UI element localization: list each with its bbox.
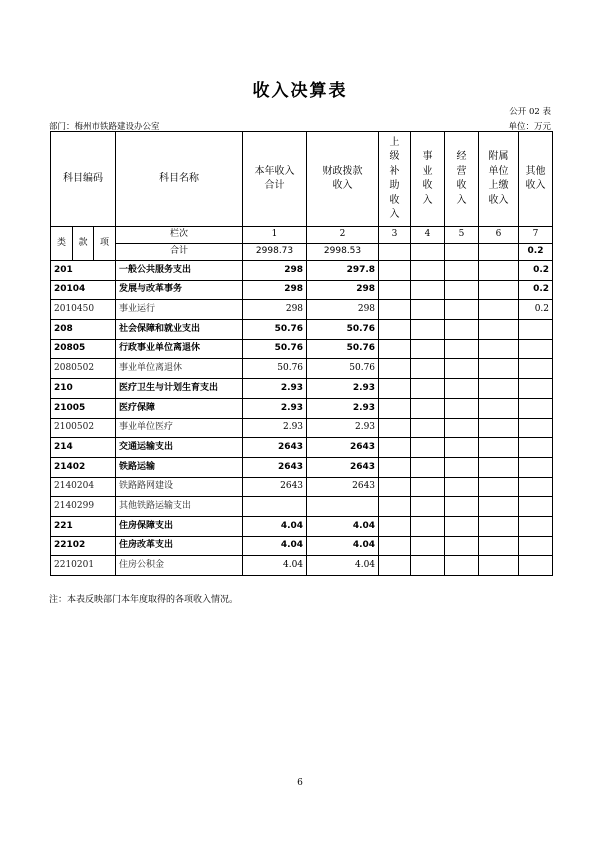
row-operating-income	[445, 320, 479, 340]
department-label: 部门：梅州市铁路建设办公室	[49, 122, 160, 132]
row-code: 2140299	[51, 497, 116, 517]
row-code: 221	[51, 516, 116, 536]
row-fiscal-income: 298	[307, 300, 379, 320]
row-fiscal-income: 2643	[307, 477, 379, 497]
total-c2: 2998.53	[307, 244, 379, 261]
table-row	[51, 280, 553, 300]
row-name: 社会保障和就业支出	[116, 320, 243, 340]
row-code: 2210201	[51, 556, 116, 576]
row-name: 住房公积金	[116, 556, 243, 576]
table-row	[51, 379, 553, 399]
table-row	[51, 418, 553, 438]
row-superior-subsidy	[379, 418, 411, 438]
row-total-income: 298	[243, 261, 307, 281]
row-total-income: 2643	[243, 477, 307, 497]
row-affiliated-income	[479, 477, 519, 497]
table-row	[51, 398, 553, 418]
row-affiliated-income	[479, 497, 519, 517]
row-affiliated-income	[479, 359, 519, 379]
table-row	[51, 300, 553, 320]
row-business-income	[411, 379, 445, 399]
table-row	[51, 339, 553, 359]
row-code: 210	[51, 379, 116, 399]
row-operating-income	[445, 536, 479, 556]
row-affiliated-income	[479, 438, 519, 458]
row-operating-income	[445, 339, 479, 359]
sub-xiang: 项	[94, 227, 116, 261]
report-title: 收入决算表	[252, 81, 348, 101]
row-superior-subsidy	[379, 280, 411, 300]
table-header-row	[51, 132, 553, 227]
total-c7: 0.2	[519, 244, 553, 261]
row-fiscal-income: 2.93	[307, 418, 379, 438]
row-name: 事业运行	[116, 300, 243, 320]
row-fiscal-income: 50.76	[307, 339, 379, 359]
header-business-income: 事业收入	[411, 132, 445, 227]
total-c4	[411, 244, 445, 261]
row-name: 其他铁路运输支出	[116, 497, 243, 517]
table-row	[51, 477, 553, 497]
row-other-income	[519, 398, 553, 418]
income-table	[50, 131, 553, 576]
row-code: 214	[51, 438, 116, 458]
row-affiliated-income	[479, 457, 519, 477]
row-business-income	[411, 280, 445, 300]
row-superior-subsidy	[379, 379, 411, 399]
row-other-income: 0.2	[519, 300, 553, 320]
row-affiliated-income	[479, 300, 519, 320]
col-num-6: 6	[479, 227, 519, 244]
row-total-income: 4.04	[243, 536, 307, 556]
row-other-income	[519, 516, 553, 536]
row-business-income	[411, 536, 445, 556]
row-other-income	[519, 320, 553, 340]
total-c6	[479, 244, 519, 261]
table-row	[51, 497, 553, 517]
row-business-income	[411, 556, 445, 576]
total-row	[51, 244, 553, 261]
row-total-income: 2.93	[243, 379, 307, 399]
header-fiscal-income: 财政拨款收入	[307, 132, 379, 227]
table-row	[51, 320, 553, 340]
row-name: 铁路路网建设	[116, 477, 243, 497]
row-name: 住房改革支出	[116, 536, 243, 556]
table-row	[51, 556, 553, 576]
total-c5	[445, 244, 479, 261]
row-affiliated-income	[479, 339, 519, 359]
row-operating-income	[445, 556, 479, 576]
col-num-2: 2	[307, 227, 379, 244]
row-other-income	[519, 477, 553, 497]
row-name: 医疗保障	[116, 398, 243, 418]
row-other-income	[519, 379, 553, 399]
row-total-income	[243, 497, 307, 517]
row-code: 201	[51, 261, 116, 281]
row-operating-income	[445, 497, 479, 517]
total-c3	[379, 244, 411, 261]
row-total-income: 50.76	[243, 339, 307, 359]
row-affiliated-income	[479, 536, 519, 556]
row-superior-subsidy	[379, 398, 411, 418]
row-other-income	[519, 556, 553, 576]
row-operating-income	[445, 261, 479, 281]
header-code: 科目编码	[51, 132, 116, 227]
row-total-income: 298	[243, 300, 307, 320]
row-operating-income	[445, 516, 479, 536]
row-operating-income	[445, 477, 479, 497]
row-operating-income	[445, 379, 479, 399]
row-total-income: 50.76	[243, 359, 307, 379]
row-code: 22102	[51, 536, 116, 556]
row-superior-subsidy	[379, 516, 411, 536]
row-name: 发展与改革事务	[116, 280, 243, 300]
total-label: 合计	[116, 244, 243, 261]
row-business-income	[411, 261, 445, 281]
row-code: 20104	[51, 280, 116, 300]
row-business-income	[411, 477, 445, 497]
header-operating-income: 经营收入	[445, 132, 479, 227]
row-fiscal-income: 50.76	[307, 320, 379, 340]
row-superior-subsidy	[379, 536, 411, 556]
row-name: 铁路运输	[116, 457, 243, 477]
row-superior-subsidy	[379, 477, 411, 497]
header-name: 科目名称	[116, 132, 243, 227]
row-other-income	[519, 536, 553, 556]
row-code: 2140204	[51, 477, 116, 497]
row-name: 事业单位医疗	[116, 418, 243, 438]
row-business-income	[411, 320, 445, 340]
row-other-income: 0.2	[519, 261, 553, 281]
row-code: 2100502	[51, 418, 116, 438]
row-operating-income	[445, 457, 479, 477]
col-num-4: 4	[411, 227, 445, 244]
table-row	[51, 536, 553, 556]
total-c1: 2998.73	[243, 244, 307, 261]
row-total-income: 2643	[243, 438, 307, 458]
col-num-7: 7	[519, 227, 553, 244]
header-superior-subsidy: 上级补助收入	[379, 132, 411, 227]
row-other-income	[519, 457, 553, 477]
col-num-5: 5	[445, 227, 479, 244]
row-operating-income	[445, 438, 479, 458]
row-total-income: 2.93	[243, 418, 307, 438]
row-name: 交通运输支出	[116, 438, 243, 458]
row-total-income: 4.04	[243, 516, 307, 536]
row-superior-subsidy	[379, 438, 411, 458]
row-fiscal-income: 4.04	[307, 516, 379, 536]
row-affiliated-income	[479, 320, 519, 340]
row-other-income	[519, 339, 553, 359]
row-fiscal-income: 2643	[307, 438, 379, 458]
row-other-income: 0.2	[519, 280, 553, 300]
row-total-income: 4.04	[243, 556, 307, 576]
table-row	[51, 457, 553, 477]
row-superior-subsidy	[379, 339, 411, 359]
row-other-income	[519, 497, 553, 517]
row-business-income	[411, 438, 445, 458]
row-superior-subsidy	[379, 320, 411, 340]
row-affiliated-income	[479, 418, 519, 438]
row-superior-subsidy	[379, 457, 411, 477]
row-fiscal-income: 297.8	[307, 261, 379, 281]
row-business-income	[411, 516, 445, 536]
row-total-income: 50.76	[243, 320, 307, 340]
row-code: 20805	[51, 339, 116, 359]
header-total-income: 本年收入合计	[243, 132, 307, 227]
row-other-income	[519, 438, 553, 458]
row-fiscal-income: 2.93	[307, 398, 379, 418]
row-operating-income	[445, 359, 479, 379]
row-affiliated-income	[479, 556, 519, 576]
row-affiliated-income	[479, 398, 519, 418]
sub-kuan: 款	[73, 227, 94, 261]
row-business-income	[411, 398, 445, 418]
row-affiliated-income	[479, 379, 519, 399]
row-business-income	[411, 418, 445, 438]
header-other-income: 其他收入	[519, 132, 553, 227]
form-number: 公开 02 表	[509, 107, 551, 117]
row-name: 事业单位离退休	[116, 359, 243, 379]
row-total-income: 2.93	[243, 398, 307, 418]
row-fiscal-income: 50.76	[307, 359, 379, 379]
row-superior-subsidy	[379, 497, 411, 517]
row-fiscal-income: 2643	[307, 457, 379, 477]
row-name: 行政事业单位离退休	[116, 339, 243, 359]
row-business-income	[411, 339, 445, 359]
row-code: 2010450	[51, 300, 116, 320]
row-code: 21402	[51, 457, 116, 477]
row-operating-income	[445, 280, 479, 300]
table-row	[51, 438, 553, 458]
row-fiscal-income: 4.04	[307, 536, 379, 556]
row-superior-subsidy	[379, 261, 411, 281]
row-affiliated-income	[479, 516, 519, 536]
row-code: 2080502	[51, 359, 116, 379]
row-business-income	[411, 457, 445, 477]
table-row	[51, 516, 553, 536]
row-superior-subsidy	[379, 300, 411, 320]
row-name: 住房保障支出	[116, 516, 243, 536]
row-operating-income	[445, 300, 479, 320]
row-superior-subsidy	[379, 359, 411, 379]
row-business-income	[411, 497, 445, 517]
row-fiscal-income: 4.04	[307, 556, 379, 576]
row-total-income: 2643	[243, 457, 307, 477]
row-other-income	[519, 359, 553, 379]
row-total-income: 298	[243, 280, 307, 300]
row-operating-income	[445, 398, 479, 418]
row-other-income	[519, 418, 553, 438]
row-fiscal-income	[307, 497, 379, 517]
row-superior-subsidy	[379, 556, 411, 576]
sub-lei: 类	[51, 227, 73, 261]
row-affiliated-income	[479, 261, 519, 281]
row-fiscal-income: 298	[307, 280, 379, 300]
page-number: 6	[297, 778, 303, 788]
unit-label: 单位：万元	[508, 122, 551, 132]
row-code: 208	[51, 320, 116, 340]
row-fiscal-income: 2.93	[307, 379, 379, 399]
row-name: 医疗卫生与计划生育支出	[116, 379, 243, 399]
table-note: 注：本表反映部门本年度取得的各项收入情况。	[49, 595, 239, 605]
table-row	[51, 359, 553, 379]
table-row	[51, 261, 553, 281]
header-affiliated-income: 附属单位上缴收入	[479, 132, 519, 227]
row-operating-income	[445, 418, 479, 438]
row-affiliated-income	[479, 280, 519, 300]
row-code: 21005	[51, 398, 116, 418]
row-business-income	[411, 300, 445, 320]
column-number-row	[51, 227, 553, 244]
col-num-3: 3	[379, 227, 411, 244]
row-business-income	[411, 359, 445, 379]
col-num-1: 1	[243, 227, 307, 244]
row-name: 一般公共服务支出	[116, 261, 243, 281]
sub-lanci: 栏次	[116, 227, 243, 244]
